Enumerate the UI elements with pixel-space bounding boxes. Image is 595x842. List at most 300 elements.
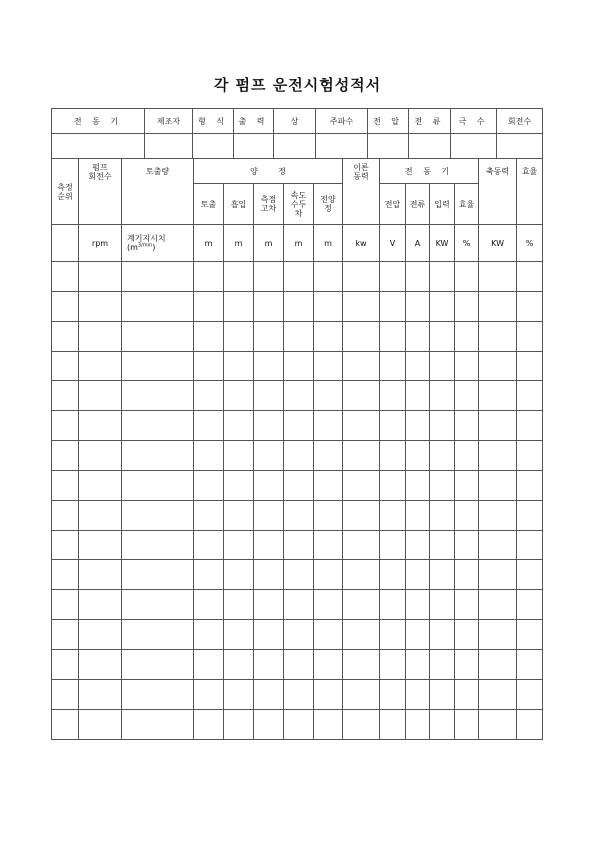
- entry-cell[interactable]: [343, 292, 380, 322]
- entry-cell[interactable]: [479, 441, 517, 471]
- entry-cell[interactable]: [194, 381, 224, 411]
- entry-cell[interactable]: [517, 501, 543, 531]
- frequency-value[interactable]: [316, 134, 368, 159]
- entry-cell[interactable]: [517, 441, 543, 471]
- entry-cell[interactable]: [254, 620, 284, 650]
- entry-cell[interactable]: [343, 322, 380, 352]
- table-row: [52, 381, 543, 411]
- entry-cell[interactable]: [52, 501, 79, 531]
- entry-cell[interactable]: [314, 531, 343, 560]
- entry-cell[interactable]: [122, 501, 194, 531]
- entry-cell[interactable]: [122, 441, 194, 471]
- discharge-unit-label: 계기지시치: [127, 234, 166, 243]
- entry-cell[interactable]: [194, 620, 224, 650]
- entry-cell[interactable]: [455, 352, 479, 381]
- entry-cell[interactable]: [284, 501, 314, 531]
- entry-cell[interactable]: [122, 710, 194, 740]
- entry-cell[interactable]: [406, 471, 430, 501]
- entry-cell[interactable]: [254, 650, 284, 680]
- head-group-header: 양 정: [194, 159, 343, 184]
- entry-cell[interactable]: [406, 650, 430, 680]
- entry-cell[interactable]: [52, 262, 79, 292]
- entry-cell[interactable]: [284, 650, 314, 680]
- entry-cell[interactable]: [122, 381, 194, 411]
- entry-cell[interactable]: [343, 680, 380, 710]
- entry-cell[interactable]: [517, 590, 543, 620]
- entry-cell[interactable]: [122, 680, 194, 710]
- entry-cell[interactable]: [406, 680, 430, 710]
- entry-cell[interactable]: [314, 650, 343, 680]
- entry-cell[interactable]: [314, 441, 343, 471]
- entry-cell[interactable]: [343, 262, 380, 292]
- entry-cell[interactable]: [284, 590, 314, 620]
- entry-cell[interactable]: [343, 411, 380, 441]
- entry-cell[interactable]: [343, 352, 380, 381]
- entry-cell[interactable]: [52, 441, 79, 471]
- entry-cell[interactable]: [479, 262, 517, 292]
- entry-cell[interactable]: [455, 262, 479, 292]
- entry-cell[interactable]: [224, 560, 254, 590]
- entry-cell[interactable]: [479, 620, 517, 650]
- entry-cell[interactable]: [430, 322, 455, 352]
- manufacturer-value[interactable]: [145, 134, 193, 159]
- entry-cell[interactable]: [79, 501, 122, 531]
- entry-cell[interactable]: [343, 471, 380, 501]
- model-header: 형 식: [193, 109, 234, 134]
- entry-cell[interactable]: [79, 680, 122, 710]
- entry-cell[interactable]: [224, 471, 254, 501]
- table-row: [52, 560, 543, 590]
- entry-cell[interactable]: [254, 501, 284, 531]
- entry-cell[interactable]: [455, 620, 479, 650]
- entry-cell[interactable]: [284, 381, 314, 411]
- entry-cell[interactable]: [479, 531, 517, 560]
- entry-cell[interactable]: [455, 411, 479, 441]
- entry-cell[interactable]: [314, 292, 343, 322]
- entry-cell[interactable]: [517, 292, 543, 322]
- entry-cell[interactable]: [455, 501, 479, 531]
- entry-cell[interactable]: [314, 322, 343, 352]
- entry-cell[interactable]: [479, 680, 517, 710]
- entry-cell[interactable]: [380, 560, 406, 590]
- entry-cell[interactable]: [254, 322, 284, 352]
- entry-cell[interactable]: [517, 471, 543, 501]
- entry-cell[interactable]: [343, 501, 380, 531]
- entry-cell[interactable]: [343, 381, 380, 411]
- efficiency-header: 효율: [517, 159, 543, 225]
- entry-cell[interactable]: [430, 411, 455, 441]
- entry-cell[interactable]: [52, 680, 79, 710]
- entry-cell[interactable]: [430, 560, 455, 590]
- head-unit: m: [314, 225, 343, 262]
- entry-cell[interactable]: [122, 471, 194, 501]
- entry-cell[interactable]: [406, 501, 430, 531]
- entry-cell[interactable]: [224, 352, 254, 381]
- entry-cell[interactable]: [517, 531, 543, 560]
- poles-header: 극 수: [451, 109, 497, 134]
- entry-cell[interactable]: [194, 441, 224, 471]
- entry-cell[interactable]: [406, 262, 430, 292]
- entry-cell[interactable]: [380, 501, 406, 531]
- entry-cell[interactable]: [224, 381, 254, 411]
- entry-cell[interactable]: [284, 352, 314, 381]
- shaft-power-unit: KW: [479, 225, 517, 262]
- table-row: [52, 620, 543, 650]
- entry-cell[interactable]: [343, 531, 380, 560]
- entry-cell[interactable]: [314, 411, 343, 441]
- entry-cell[interactable]: [430, 650, 455, 680]
- entry-cell[interactable]: [406, 620, 430, 650]
- entry-cell[interactable]: [254, 710, 284, 740]
- head-discharge-header: 토출: [194, 184, 224, 225]
- entry-cell[interactable]: [284, 292, 314, 322]
- entry-cell[interactable]: [430, 590, 455, 620]
- entry-cell[interactable]: [430, 441, 455, 471]
- entry-cell[interactable]: [52, 620, 79, 650]
- entry-cell[interactable]: [430, 680, 455, 710]
- order-unit: [52, 225, 79, 262]
- entry-cell[interactable]: [343, 620, 380, 650]
- entry-cell[interactable]: [79, 710, 122, 740]
- entry-cell[interactable]: [52, 352, 79, 381]
- motor-spec-table: [51, 108, 543, 159]
- entry-cell[interactable]: [314, 620, 343, 650]
- entry-cell[interactable]: [122, 262, 194, 292]
- entry-cell[interactable]: [430, 531, 455, 560]
- entry-cell[interactable]: [254, 411, 284, 441]
- entry-cell[interactable]: [284, 560, 314, 590]
- entry-cell[interactable]: [79, 560, 122, 590]
- discharge-unit-close: ): [152, 243, 156, 252]
- voltage-value[interactable]: [368, 134, 409, 159]
- entry-cell[interactable]: [430, 501, 455, 531]
- entry-cell[interactable]: [254, 471, 284, 501]
- entry-cell[interactable]: [79, 381, 122, 411]
- entry-cell[interactable]: [406, 292, 430, 322]
- entry-cell[interactable]: [479, 710, 517, 740]
- entry-cell[interactable]: [79, 352, 122, 381]
- table-row: [52, 322, 543, 352]
- entry-cell[interactable]: [479, 411, 517, 441]
- entry-cell[interactable]: [380, 352, 406, 381]
- entry-cell[interactable]: [406, 560, 430, 590]
- entry-cell[interactable]: [455, 441, 479, 471]
- entry-cell[interactable]: [224, 531, 254, 560]
- entry-cell[interactable]: [380, 471, 406, 501]
- entry-cell[interactable]: [479, 292, 517, 322]
- entry-cell[interactable]: [380, 381, 406, 411]
- entry-cell[interactable]: [224, 501, 254, 531]
- head-elevation-header: 측점 고차: [254, 184, 284, 225]
- phase-header: 상: [274, 109, 316, 134]
- entry-cell[interactable]: [406, 381, 430, 411]
- entry-cell[interactable]: [122, 650, 194, 680]
- head-total-header: 전양 정: [314, 184, 343, 225]
- entry-cell[interactable]: [343, 710, 380, 740]
- entry-cell[interactable]: [79, 292, 122, 322]
- entry-cell[interactable]: [224, 441, 254, 471]
- entry-cell[interactable]: [380, 680, 406, 710]
- entry-cell[interactable]: [284, 531, 314, 560]
- entry-cell[interactable]: [517, 680, 543, 710]
- entry-cell[interactable]: [517, 710, 543, 740]
- entry-cell[interactable]: [52, 531, 79, 560]
- entry-cell[interactable]: [517, 381, 543, 411]
- entry-cell[interactable]: [254, 560, 284, 590]
- entry-cell[interactable]: [194, 411, 224, 441]
- entry-cell[interactable]: [284, 262, 314, 292]
- entry-cell[interactable]: [455, 680, 479, 710]
- entry-cell[interactable]: [194, 471, 224, 501]
- entry-cell[interactable]: [430, 381, 455, 411]
- entry-cell[interactable]: [224, 262, 254, 292]
- entry-cell[interactable]: [194, 352, 224, 381]
- entry-cell[interactable]: [314, 501, 343, 531]
- entry-cell[interactable]: [254, 381, 284, 411]
- entry-cell[interactable]: [380, 620, 406, 650]
- entry-cell[interactable]: [455, 650, 479, 680]
- entry-cell[interactable]: [517, 650, 543, 680]
- entry-cell[interactable]: [343, 560, 380, 590]
- entry-cell[interactable]: [194, 501, 224, 531]
- entry-cell[interactable]: [455, 292, 479, 322]
- entry-cell[interactable]: [52, 471, 79, 501]
- entry-cell[interactable]: [122, 292, 194, 322]
- entry-cell[interactable]: [314, 680, 343, 710]
- entry-cell[interactable]: [517, 620, 543, 650]
- entry-cell[interactable]: [79, 322, 122, 352]
- entry-cell[interactable]: [194, 560, 224, 590]
- entry-cell[interactable]: [455, 560, 479, 590]
- table-row: [52, 471, 543, 501]
- entry-cell[interactable]: [254, 590, 284, 620]
- entry-cell[interactable]: [284, 710, 314, 740]
- entry-cell[interactable]: [314, 471, 343, 501]
- entry-cell[interactable]: [194, 710, 224, 740]
- table-row: [52, 501, 543, 531]
- entry-cell[interactable]: [380, 650, 406, 680]
- entry-cell[interactable]: [52, 650, 79, 680]
- voltage-header: 전 압: [368, 109, 409, 134]
- entry-cell[interactable]: [284, 680, 314, 710]
- head-suction-header: 흡입: [224, 184, 254, 225]
- entry-cell[interactable]: [284, 471, 314, 501]
- entry-cell[interactable]: [194, 292, 224, 322]
- entry-cell[interactable]: [314, 381, 343, 411]
- rpm-unit: rpm: [79, 225, 122, 262]
- entry-cell[interactable]: [406, 441, 430, 471]
- entry-cell[interactable]: [455, 381, 479, 411]
- entry-cell[interactable]: [122, 411, 194, 441]
- entry-cell[interactable]: [479, 590, 517, 620]
- entry-cell[interactable]: [430, 262, 455, 292]
- entry-cell[interactable]: [224, 322, 254, 352]
- entry-cell[interactable]: [284, 441, 314, 471]
- entry-cell[interactable]: [406, 411, 430, 441]
- entry-cell[interactable]: [343, 441, 380, 471]
- entry-cell[interactable]: [79, 531, 122, 560]
- entry-cell[interactable]: [52, 590, 79, 620]
- entry-cell[interactable]: [314, 262, 343, 292]
- head-velocity-header: 속도 수두 차: [284, 184, 314, 225]
- table-row: [52, 411, 543, 441]
- entry-cell[interactable]: [479, 352, 517, 381]
- discharge-unit-open: (m: [127, 243, 138, 252]
- entry-cell[interactable]: [479, 501, 517, 531]
- entry-cell[interactable]: [430, 620, 455, 650]
- entry-cell[interactable]: [79, 590, 122, 620]
- table-row: [52, 710, 543, 740]
- entry-cell[interactable]: [380, 531, 406, 560]
- entry-cell[interactable]: [380, 292, 406, 322]
- discharge-unit: [122, 225, 194, 262]
- table-row: [52, 590, 543, 620]
- entry-cell[interactable]: [122, 322, 194, 352]
- entry-cell[interactable]: [284, 620, 314, 650]
- speed-value[interactable]: [497, 134, 543, 159]
- entry-cell[interactable]: [254, 441, 284, 471]
- entry-cell[interactable]: [122, 620, 194, 650]
- entry-cell[interactable]: [79, 471, 122, 501]
- efficiency-unit: %: [517, 225, 543, 262]
- entry-cell[interactable]: [406, 352, 430, 381]
- entry-cell[interactable]: [122, 560, 194, 590]
- entry-cell[interactable]: [79, 411, 122, 441]
- output-header: 출 력: [234, 109, 274, 134]
- entry-cell[interactable]: [517, 352, 543, 381]
- entry-cell[interactable]: [52, 710, 79, 740]
- entry-cell[interactable]: [517, 322, 543, 352]
- motor-input-header: 입력: [430, 184, 455, 225]
- entry-cell[interactable]: [79, 650, 122, 680]
- entry-cell[interactable]: [224, 292, 254, 322]
- entry-cell[interactable]: [122, 590, 194, 620]
- entry-cell[interactable]: [254, 531, 284, 560]
- shaft-power-header: 축동력: [479, 159, 517, 225]
- entry-cell[interactable]: [479, 650, 517, 680]
- entry-cell[interactable]: [52, 292, 79, 322]
- entry-cell[interactable]: [314, 710, 343, 740]
- motor-efficiency-header: 효율: [455, 184, 479, 225]
- entry-cell[interactable]: [343, 590, 380, 620]
- table-row: [52, 292, 543, 322]
- entry-cell[interactable]: [254, 680, 284, 710]
- entry-cell[interactable]: [380, 441, 406, 471]
- entry-cell[interactable]: [194, 590, 224, 620]
- entry-cell[interactable]: [380, 710, 406, 740]
- entry-cell[interactable]: [224, 620, 254, 650]
- entry-cell[interactable]: [343, 650, 380, 680]
- entry-cell[interactable]: [479, 471, 517, 501]
- entry-cell[interactable]: [380, 262, 406, 292]
- speed-header: 회전수: [497, 109, 543, 134]
- entry-cell[interactable]: [380, 590, 406, 620]
- entry-cell[interactable]: [517, 262, 543, 292]
- motor-efficiency-unit: %: [455, 225, 479, 262]
- entry-cell[interactable]: [380, 322, 406, 352]
- head-unit: m: [224, 225, 254, 262]
- entry-cell[interactable]: [314, 560, 343, 590]
- entry-cell[interactable]: [314, 590, 343, 620]
- entry-cell[interactable]: [430, 292, 455, 322]
- entry-cell[interactable]: [224, 710, 254, 740]
- entry-cell[interactable]: [406, 710, 430, 740]
- entry-cell[interactable]: [455, 471, 479, 501]
- entry-cell[interactable]: [254, 262, 284, 292]
- entry-cell[interactable]: [224, 650, 254, 680]
- entry-cell[interactable]: [224, 411, 254, 441]
- entry-cell[interactable]: [406, 590, 430, 620]
- entry-cell[interactable]: [79, 441, 122, 471]
- head-unit: m: [254, 225, 284, 262]
- entry-cell[interactable]: [455, 322, 479, 352]
- entry-cell[interactable]: [52, 560, 79, 590]
- motor-input-unit: KW: [430, 225, 455, 262]
- entry-cell[interactable]: [380, 411, 406, 441]
- poles-value[interactable]: [451, 134, 497, 159]
- entry-cell[interactable]: [194, 322, 224, 352]
- model-value[interactable]: [193, 134, 234, 159]
- entry-cell[interactable]: [430, 352, 455, 381]
- order-header: 측정 순위: [52, 159, 79, 225]
- entry-cell[interactable]: [284, 322, 314, 352]
- head-unit: m: [284, 225, 314, 262]
- entry-cell[interactable]: [254, 352, 284, 381]
- document-title: 각 펌프 운전시험성적서: [213, 76, 382, 94]
- entry-cell[interactable]: [517, 560, 543, 590]
- entry-cell[interactable]: [517, 411, 543, 441]
- entry-cell[interactable]: [430, 471, 455, 501]
- discharge-unit-sup: 3/min: [137, 242, 153, 249]
- entry-cell[interactable]: [194, 262, 224, 292]
- entry-cell[interactable]: [194, 531, 224, 560]
- table-row: [52, 680, 543, 710]
- entry-cell[interactable]: [52, 322, 79, 352]
- entry-cell[interactable]: [122, 352, 194, 381]
- motor-header: 전 동 기: [52, 109, 145, 134]
- current-value[interactable]: [409, 134, 451, 159]
- entry-cell[interactable]: [455, 590, 479, 620]
- entry-cell[interactable]: [314, 352, 343, 381]
- motor-voltage-unit: V: [380, 225, 406, 262]
- entry-cell[interactable]: [284, 411, 314, 441]
- entry-cell[interactable]: [224, 680, 254, 710]
- motor-current-header: 전류: [406, 184, 430, 225]
- entry-cell[interactable]: [430, 710, 455, 740]
- entry-cell[interactable]: [406, 322, 430, 352]
- entry-cell[interactable]: [194, 650, 224, 680]
- entry-cell[interactable]: [455, 531, 479, 560]
- entry-cell[interactable]: [254, 292, 284, 322]
- blank-cell: [52, 134, 145, 159]
- entry-cell[interactable]: [52, 411, 79, 441]
- entry-cell[interactable]: [406, 531, 430, 560]
- output-value[interactable]: [234, 134, 274, 159]
- entry-cell[interactable]: [122, 531, 194, 560]
- table-row: [52, 650, 543, 680]
- phase-value[interactable]: [274, 134, 316, 159]
- entry-cell[interactable]: [479, 560, 517, 590]
- entry-cell[interactable]: [79, 620, 122, 650]
- entry-cell[interactable]: [194, 680, 224, 710]
- entry-cell[interactable]: [455, 710, 479, 740]
- entry-cell[interactable]: [79, 262, 122, 292]
- frequency-header: 주파수: [316, 109, 368, 134]
- entry-cell[interactable]: [224, 590, 254, 620]
- entry-cell[interactable]: [479, 381, 517, 411]
- entry-cell[interactable]: [52, 381, 79, 411]
- entry-cell[interactable]: [479, 322, 517, 352]
